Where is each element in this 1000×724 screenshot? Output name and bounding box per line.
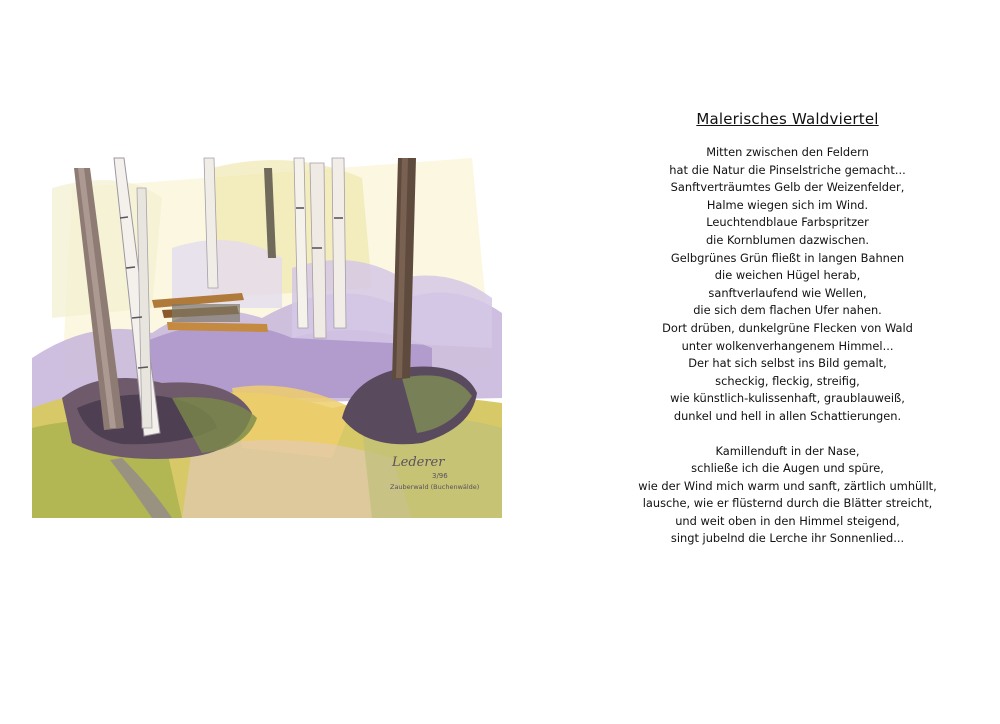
poem-line: singt jubelnd die Lerche ihr Sonnenlied... <box>670 531 905 546</box>
poem <box>610 110 965 548</box>
poem-line: Sanftverträumtes Gelb der Weizenfelder, <box>670 180 905 195</box>
poem-line: Halme wiegen sich im Wind. <box>706 197 869 212</box>
poem-line: die Kornblumen dazwischen. <box>705 232 870 247</box>
painting-date: 3/96 <box>432 472 448 480</box>
poem-line: wie der Wind mich warm und sanft, zärtlich umhüllt, <box>638 478 937 493</box>
painting-caption: Zauberwald (Buchenwälde) <box>390 483 480 491</box>
poem-line: scheckig, fleckig, streifig, <box>715 373 860 388</box>
poem-line: Kamillenduft in der Nase, <box>715 443 860 458</box>
poem-line: und weit oben in den Himmel steigend, <box>675 513 900 528</box>
poem-line: Dort drüben, dunkelgrüne Flecken von Wald <box>662 320 913 335</box>
poem-line: die sich dem flachen Ufer nahen. <box>693 303 882 318</box>
forest-illustration <box>32 128 502 518</box>
watercolor-painting <box>32 128 502 518</box>
poem-line: dunkel und hell in allen Schattierungen. <box>673 408 902 423</box>
poem-line: wie künstlich-kulissenhaft, graublauweiß, <box>670 391 905 406</box>
artist-signature: Lederer <box>392 455 445 470</box>
poem-line: Mitten zwischen den Feldern <box>706 145 869 159</box>
poem-line: Leuchtendblaue Farbspritzer <box>706 215 869 230</box>
poem-line: Der hat sich selbst ins Bild gemalt, <box>688 356 887 371</box>
poem-line: die weichen Hügel herab, <box>714 268 861 283</box>
poem-title: Malerisches Waldviertel <box>696 110 879 128</box>
poem-line: hat die Natur die Pinselstriche gemacht... <box>669 162 906 177</box>
poem-line: schließe ich die Augen und spüre, <box>691 461 884 476</box>
poem-line: unter wolkenverhangenem Himmel... <box>681 338 894 353</box>
poem-line: sanftverlaufend wie Wellen, <box>708 285 867 300</box>
poem-line: lausche, wie er flüsternd durch die Blätter streicht, <box>642 496 933 511</box>
poem-stanza-1 <box>610 144 965 426</box>
poem-line: Gelbgrünes Grün fließt in langen Bahnen <box>670 250 905 265</box>
poem-stanza-2 <box>610 443 965 549</box>
